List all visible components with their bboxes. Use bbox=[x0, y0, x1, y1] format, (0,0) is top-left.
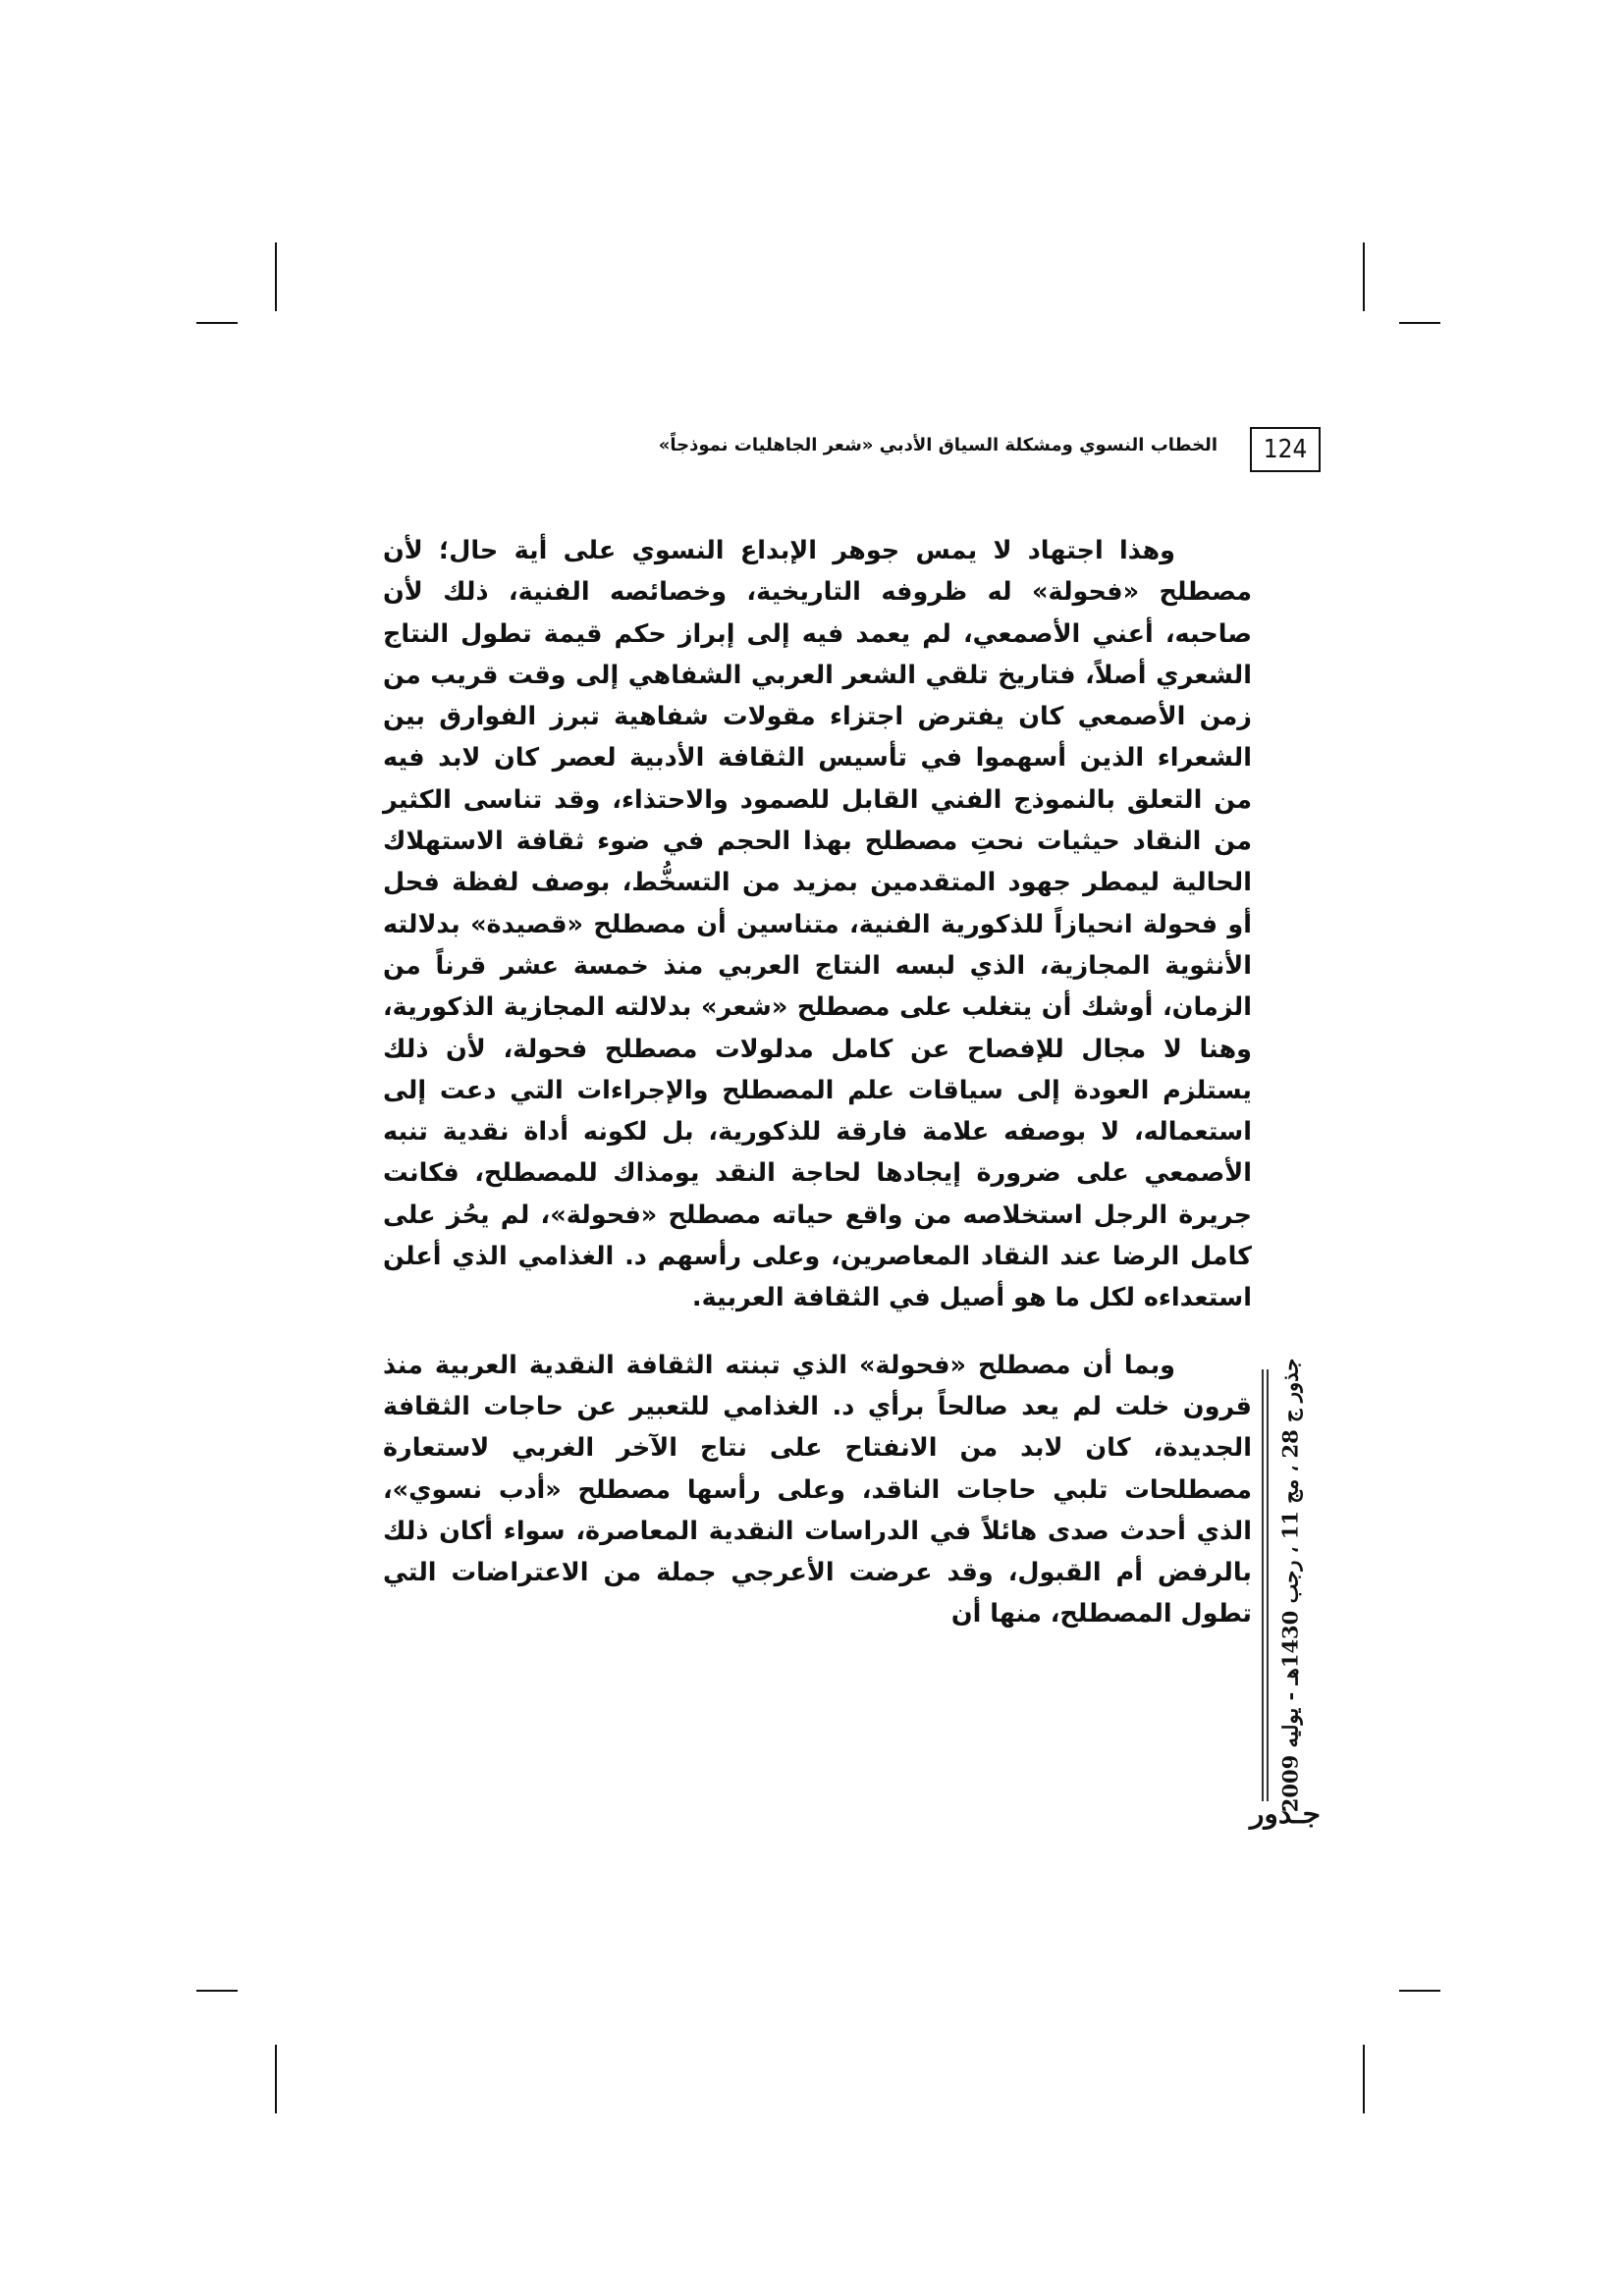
crop-mark-top-left-horizontal bbox=[196, 322, 238, 324]
crop-mark-top-right-horizontal bbox=[1399, 322, 1440, 324]
crop-mark-top-left-vertical bbox=[275, 242, 277, 311]
crop-mark-bottom-left-vertical bbox=[275, 2045, 277, 2113]
journal-logo: جـذور bbox=[1249, 1798, 1321, 1831]
crop-mark-bottom-right-horizontal bbox=[1399, 1990, 1440, 1992]
running-title: الخطاب النسوي ومشكلة السياق الأدبي «شعر الجاهليات نموذجاً» bbox=[658, 435, 1217, 455]
article-body bbox=[383, 530, 1252, 1635]
sidebar-rule-inner bbox=[1267, 1369, 1269, 1801]
crop-mark-top-right-vertical bbox=[1363, 242, 1365, 311]
page-header bbox=[614, 417, 1321, 478]
sidebar-rule-outer bbox=[1262, 1369, 1264, 1801]
issue-info: جذور ج 28 ، مج 11 ، رجب 1430هـ - يوليه 2009 bbox=[1277, 1358, 1303, 1813]
crop-mark-bottom-right-vertical bbox=[1363, 2045, 1365, 2113]
paragraph-1: وهذا اجتهاد لا يمس جوهر الإبداع النسوي على أية حال؛ لأن مصطلح «فحولة» له ظروفه التاريخية، وخصائصه الفنية، ذلك لأن صاحبه، أعني الأصمعي، لم يعمد فيه إلى إبراز حكم قيمة تطول النتاج الشعري أصلاً، فتاريخ تلقي الشعر العربي الشفاهي إلى وقت قريب من زمن الأصمعي كان يفترض اجتزاء مقولات شفاهية تبرز الفوارق بين الشعراء الذين أسهموا في تأسيس الثقافة الأدبية لعصر كان لابد فيه من التعلق بالنموذج الفني القابل للصمود والاحتذاء، وقد تناسى الكثير من النقاد حيثيات نحتِ مصطلح بهذا الحجم في ضوء ثقافة الاستهلاك الحالية ليمطر جهود المتقدمين بمزيد من التسخُّط، بوصف لفظة فحل أو فحولة انحيازاً للذكورية الفنية، متناسين أن مصطلح «قصيدة» بدلالته الأنثوية المجازية، الذي لبسه النتاج العربي منذ خمسة عشر قرناً من الزمان، أوشك أن يتغلب على مصطلح «شعر» بدلالته المجازية الذكورية، وهنا لا مجال للإفصاح عن كامل مدلولات مصطلح فحولة، لأن ذلك يستلزم العودة إلى سياقات علم المصطلح والإجراءات التي دعت إلى استعماله، لا بوصفه علامة فارقة للذكورية، بل لكونه أداة نقدية تنبه الأصمعي على ضرورة إيجادها لحاجة النقد يومذاك للمصطلح، فكانت جريرة الرجل استخلاصه من واقع حياته مصطلح «فحولة»، لم يحُز على كامل الرضا عند النقاد المعاصرين، وعلى رأسهم د. الغذامي الذي أعلن استعداءه لكل ما هو أصيل في الثقافة العربية. bbox=[383, 536, 1252, 1313]
paragraph-2: وبما أن مصطلح «فحولة» الذي تبنته الثقافة النقدية العربية منذ قرون خلت لم يعد صالحاً برأي د. الغذامي للتعبير عن حاجات الثقافة الجديدة، كان لابد من الانفتاح على نتاج الآخر الغربي لاستعارة مصطلحات تلبي حاجات الناقد، وعلى رأسها مصطلح «أدب نسوي»، الذي أحدث صدى هائلاً في الدراسات النقدية المعاصرة، سواء أكان ذلك بالرفض أم القبول، وقد عرضت الأعرجي جملة من الاعتراضات التي تطول المصطلح، منها أن bbox=[383, 1350, 1252, 1629]
crop-mark-bottom-left-horizontal bbox=[196, 1990, 238, 1992]
page-number: 124 bbox=[1250, 427, 1321, 472]
journal-sidebar bbox=[1249, 1358, 1321, 1841]
